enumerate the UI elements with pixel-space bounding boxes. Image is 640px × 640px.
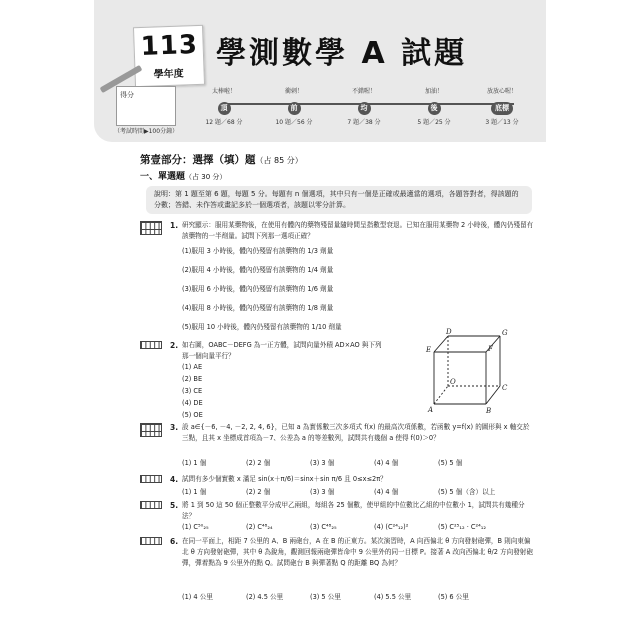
option[interactable]: (4) 4 個 (374, 488, 399, 496)
cube-label-b: B (486, 407, 492, 415)
option[interactable]: (2) BE (182, 375, 203, 383)
options-list (182, 487, 502, 498)
options-list (182, 522, 502, 533)
stage-top-score: 12 題／68 分 (205, 119, 243, 126)
page-title: 學測數學 A 試題 (216, 36, 468, 71)
stage-front: 衝刺！ 前 (264, 86, 324, 115)
answer-grid[interactable] (140, 423, 162, 437)
option[interactable]: (2) C⁴⁸₂₄ (246, 523, 273, 531)
option[interactable]: (3)服用 6 小時後，體內仍殘留有該藥物的 1/6 劑量 (182, 285, 334, 293)
option[interactable]: (1)服用 3 小時後，體內仍殘留有該藥物的 1/3 劑量 (182, 247, 334, 255)
question-2: 2. 如右圖，OABC－DEFG 為一正方體，試問向量外積 AD×AO 與下列那一個向量平行？ (1) AE (2) BE (3) CE (4) DE (5) OE (140, 340, 400, 420)
stage-bottom-score: 3 題／13 分 (485, 119, 519, 126)
year-number: 113 (140, 29, 199, 62)
option[interactable]: (5) 5 個 (438, 459, 463, 467)
option[interactable]: (3) C⁴⁸₂₅ (310, 523, 337, 531)
cube-label-a: A (428, 406, 434, 414)
header-band (94, 0, 546, 142)
option[interactable]: (4) 4 個 (374, 459, 399, 467)
options-list (182, 246, 342, 341)
option[interactable]: (2) 2 個 (246, 459, 271, 467)
option[interactable]: (3) CE (182, 387, 203, 395)
score-box (116, 86, 176, 126)
option[interactable]: (1) 1 個 (182, 488, 207, 496)
cube-diagram (420, 328, 520, 416)
stage-back: 加油！ 後 (404, 86, 464, 115)
options-list (182, 362, 203, 422)
option[interactable]: (4)服用 8 小時後，體內仍殘留有該藥物的 1/8 劑量 (182, 304, 334, 312)
option[interactable]: (2) 4.5 公里 (246, 593, 284, 601)
option[interactable]: (4) 5.5 公里 (374, 593, 412, 601)
option[interactable]: (1) C⁵⁰₂₅ (182, 523, 209, 531)
options-list (182, 458, 502, 469)
question-6: 6. 在同一平面上，相距 7 公里的 A、B 兩砲台，A 在 B 的正東方。某次演習時，A 向西偏北 θ 方向發射砲彈，B 則向東偏北 θ 方向發射砲彈，其中 θ 為銳角，觀測回報兩砲彈皆命中 9 公里外的同一目標 P。接著 A 改向西偏北 θ/2 方向發射砲彈，彈着點為 9 公里外的點 Q。試問砲台 B 與彈著點 Q 的距離 BQ 為何？ (1) 4 公里 (2) 4.5 公里 (3) 5 公里 (4) 5.5 公里 (5) 6 公里 (140, 536, 540, 606)
cube-label-e: E (426, 346, 432, 354)
cube-edge (486, 386, 500, 404)
option[interactable]: (3) 3 個 (310, 459, 335, 467)
option[interactable]: (5) OE (182, 411, 203, 419)
exam-page (94, 0, 546, 640)
option[interactable]: (5) 5 個（含）以上 (438, 488, 496, 496)
stage-front-score: 10 題／56 分 (275, 119, 313, 126)
section-title: 一、單選題（占 30 分） (140, 172, 227, 182)
cube-label-g: G (502, 329, 508, 337)
cube-label-d: D (446, 328, 452, 336)
option[interactable]: (2)服用 4 小時後，體內仍殘留有該藥物的 1/4 劑量 (182, 266, 334, 274)
score-label: 得分 (120, 91, 134, 99)
cube-label-c: C (502, 384, 508, 392)
time-note: （考試時間▶100分鐘） (114, 128, 179, 135)
answer-grid[interactable] (140, 475, 162, 483)
answer-grid[interactable] (140, 221, 162, 235)
cube-label-o: O (450, 378, 456, 386)
option[interactable]: (5)服用 10 小時後，體內仍殘留有該藥物的 1/10 劑量 (182, 323, 342, 331)
option[interactable]: (1) 1 個 (182, 459, 207, 467)
question-3: 3. 設 a∈{－6, －4, －2, 2, 4, 6}，已知 a 為實係數三次多項式 f(x) 的最高次項係數，若函數 y=f(x) 的圖形與 x 軸交於三點，且其 x 坐標成首項為－7、公差為 a 的等差數列，試問共有幾個 a 使得 f(0)＞0？ (1) 1 個 (2) 2 個 (3) 3 個 (4) 4 個 (5) 5 個 (140, 422, 540, 470)
stage-top: 太棒啦！ 頂 (194, 86, 254, 115)
cube-edge (434, 386, 448, 404)
stage-back-score: 5 題／25 分 (417, 119, 451, 126)
option[interactable]: (5) C²⁵₁₂ · C²⁴₁₂ (438, 523, 487, 531)
option[interactable]: (5) 6 公里 (438, 593, 469, 601)
option[interactable]: (3) 3 個 (310, 488, 335, 496)
question-4: 4. 試問有多少個實數 x 滿足 sin(x＋π/6)＝sinx＋sin π/6 且 0≤x≤2π？ (1) 1 個 (2) 2 個 (3) 3 個 (4) 4 個 (5) 5 個（含）以上 (140, 474, 540, 498)
answer-grid[interactable] (140, 501, 162, 509)
cube-edge (434, 336, 448, 352)
options-list (182, 592, 502, 603)
instructions-box: 說明：第 1 題至第 6 題，每題 5 分。每題有 n 個選項，其中只有一個是正確或最適當的選項，各題答對者，得該題的分數；答錯、未作答或畫記多於一個選項者，該題以零分計算。 (146, 186, 532, 214)
part-title: 第壹部分：選擇（填）題（占 85 分） (140, 154, 303, 166)
option[interactable]: (4) DE (182, 399, 203, 407)
stage-mean: 不錯喔！ 均 (334, 86, 394, 115)
option[interactable]: (2) 2 個 (246, 488, 271, 496)
option[interactable]: (3) 5 公里 (310, 593, 341, 601)
year-card (133, 25, 205, 87)
answer-grid[interactable] (140, 537, 162, 545)
year-label: 學年度 (153, 68, 184, 81)
option[interactable]: (4) (C²⁴₁₂)² (374, 523, 409, 531)
option[interactable]: (1) 4 公里 (182, 593, 213, 601)
stage-mean-score: 7 題／38 分 (347, 119, 381, 126)
answer-grid[interactable] (140, 341, 162, 349)
cube-label-f: F (488, 345, 493, 353)
option[interactable]: (1) AE (182, 363, 203, 371)
question-1: 1. 研究顯示：服用某藥物後，在使用有體內的藥物殘留量隨時間呈指數型衰退。已知在服用某藥物 2 小時後，體內仍殘留有該藥物的一半劑量。試問下列那一選項正確？ (1)服用 3 小時後，體內仍殘留有該藥物的 1/3 劑量 (2)服用 4 小時後，體內仍殘留有該藥物的 1/4 劑量 (3)服用 6 小時後，體內仍殘留有該藥物的 1/6 劑量 (4)服用 8 小時後，體內仍殘留有該藥物的 1/8 劑量 (5)服用 10 小時後，體內仍殘留有該藥物的 1/10 劑量 (140, 220, 540, 338)
question-5: 5. 將 1 到 50 這 50 個正整數平分成甲乙兩組，每組各 25 個數，使甲組的中位數比乙組的中位數小 1，試問共有幾種分法？ (1) C⁵⁰₂₅ (2) C⁴⁸₂₄ (3) C⁴⁸₂₅ (4) (C²⁴₁₂)² (5) C²⁵₁₂ · C²⁴₁₂ (140, 500, 540, 534)
stage-bottom: 放放心喔！ 底標 (472, 86, 532, 115)
